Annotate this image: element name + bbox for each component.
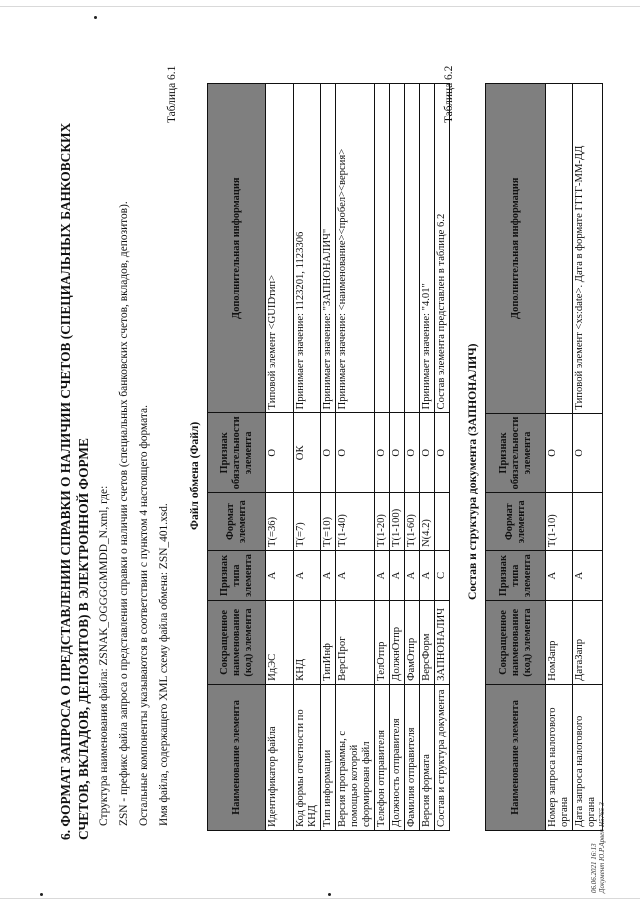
cell-required: О [336, 413, 375, 493]
cell-format: T(=36) [266, 493, 294, 551]
cell-required: О [375, 413, 390, 493]
table-row [405, 84, 420, 831]
cell-info [375, 84, 390, 413]
table-document-structure [485, 83, 603, 831]
column-header: Признак типа элемента [486, 551, 546, 601]
cell-type: А [390, 551, 405, 601]
column-header: Дополнительная информация [486, 84, 546, 414]
cell-name: Номер запроса налогового органа [546, 684, 573, 830]
print-stamp [590, 802, 606, 893]
table-row [266, 84, 294, 831]
table-row [573, 84, 603, 831]
cell-format [435, 493, 450, 551]
column-header: Формат элемента [486, 493, 546, 551]
column-header: Наименование элемента [486, 684, 546, 830]
table-row [294, 84, 321, 831]
cell-info: Принимает значение: 1123201, 1123306 [294, 84, 321, 413]
table-row [546, 84, 573, 831]
cell-required: О [546, 413, 573, 493]
table-title: Файл обмена (Файл) [188, 421, 201, 530]
cell-type: А [546, 551, 573, 601]
cell-info [546, 84, 573, 414]
text-line: Имя файла, содержащего XML схему файла обмена: ZSN_401.xsd. [158, 503, 170, 826]
cell-required: О [266, 413, 294, 493]
cell-type: А [405, 551, 420, 601]
cell-code: ДолжнОтпр [390, 600, 405, 684]
cell-type: А [375, 551, 390, 601]
cell-info: Типовой элемент <xs:date>. Дата в формате ГГГГ-ММ-ДД [573, 84, 603, 414]
text-line: Структура наименования файла: ZSNAK_OGGGGMMDD_N.xml, где: [98, 485, 110, 826]
cell-name: Код формы отчетности по КНД [294, 684, 321, 830]
cell-name: Дата запроса налогового органа [573, 684, 603, 830]
table-row [375, 84, 390, 831]
cell-code: ДатаЗапр [573, 601, 603, 685]
cell-code: ВерсПрог [336, 600, 375, 684]
column-header: Признак обязательности элемента [486, 413, 546, 493]
cell-info: Принимает значение: <наименование><пробел><версия> [336, 84, 375, 413]
table-row [336, 84, 375, 831]
cell-name: Фамилия отправителя [405, 684, 420, 830]
table-title: Состав и структура документа (ЗАПНОНАЛИЧ) [466, 343, 479, 600]
stamp-line: Документ Ю.Р.Арвен-Н5765-3 [598, 802, 606, 893]
cell-name: Тип информации [321, 684, 336, 830]
cell-type: С [435, 551, 450, 601]
cell-name: Телефон отправителя [375, 684, 390, 830]
cell-info: Принимает значение: "ЗАПНОНАЛИЧ" [321, 84, 336, 413]
cell-required: О [420, 413, 435, 493]
cell-type: А [573, 551, 603, 601]
cell-code: ЗАПНОНАЛИЧ [435, 600, 450, 684]
column-header: Сокращенное наименование (код) элемента [486, 601, 546, 685]
cell-name: Версия формата [420, 684, 435, 830]
cell-info: Принимает значение: "4.01" [420, 84, 435, 413]
column-header: Признак типа элемента [208, 551, 266, 601]
cell-code: ТелОтпр [375, 600, 390, 684]
table-file-exchange [207, 83, 450, 831]
cell-code: ВерсФорм [420, 600, 435, 684]
cell-format: T(1-10) [546, 493, 573, 551]
cell-info [390, 84, 405, 413]
cell-info: Состав элемента представлен в таблице 6.2 [435, 84, 450, 413]
cell-format: N(4.2) [420, 493, 435, 551]
cell-code: ТипИнф [321, 600, 336, 684]
cell-format: T(1-20) [375, 493, 390, 551]
cell-required: О [435, 413, 450, 493]
cell-required: ОК [294, 413, 321, 493]
table-label: Таблица 6.1 [166, 65, 178, 123]
table-label: Таблица 6.2 [443, 65, 455, 123]
cell-required: О [390, 413, 405, 493]
column-header: Сокращенное наименование (код) элемента [208, 600, 266, 684]
cell-type: А [294, 551, 321, 601]
text-line: ZSN - префикс файла запроса о представлении справки о наличии счетов (специальных банковских счетов, вкладов, депозитов). [118, 201, 130, 826]
cell-code: НомЗапр [546, 601, 573, 685]
cell-info: Типовой элемент <GUIDтип> [266, 84, 294, 413]
cell-type: А [321, 551, 336, 601]
cell-format: T(=7) [294, 493, 321, 551]
column-header: Формат элемента [208, 493, 266, 551]
cell-type: А [420, 551, 435, 601]
table-row [420, 84, 435, 831]
cell-required: О [573, 413, 603, 493]
column-header: Дополнительная информация [208, 84, 266, 413]
cell-name: Состав и структура документа [435, 684, 450, 830]
column-header: Наименование элемента [208, 684, 266, 830]
cell-name: Должность отправителя [390, 684, 405, 830]
table-row [390, 84, 405, 831]
cell-code: КНД [294, 600, 321, 684]
cell-type: А [266, 551, 294, 601]
cell-format [573, 493, 603, 551]
text-line: Остальные компоненты указываются в соответствии с пунктом 4 настоящего формата. [138, 405, 150, 826]
cell-format: T(=10) [321, 493, 336, 551]
cell-format: T(1-60) [405, 493, 420, 551]
cell-required: О [321, 413, 336, 493]
cell-code: ФамОтпр [405, 600, 420, 684]
stamp-line: 06.06.2021 16:13 [590, 843, 598, 893]
cell-format: T(1-100) [390, 493, 405, 551]
cell-format: T(1-40) [336, 493, 375, 551]
cell-code: ИдЭС [266, 600, 294, 684]
cell-name: Идентификатор файла [266, 684, 294, 830]
section-heading: 6. ФОРМАТ ЗАПРОСА О ПРЕДСТАВЛЕНИИ СПРАВКИ О НАЛИЧИИ СЧЕТОВ (СПЕЦИАЛЬНЫХ БАНКОВСКИХ СЧЕТОВ, ВКЛАДОВ, ДЕПОЗИТОВ) В ЭЛЕКТРОННОЙ ФОРМЕ [58, 122, 91, 840]
cell-info [405, 84, 420, 413]
column-header: Признак обязательности элемента [208, 413, 266, 493]
cell-required: О [405, 413, 420, 493]
table-row [321, 84, 336, 831]
cell-name: Версия программы, с помощью которой сформирован файл [336, 684, 375, 830]
cell-type: А [336, 551, 375, 601]
table-row [435, 84, 450, 831]
